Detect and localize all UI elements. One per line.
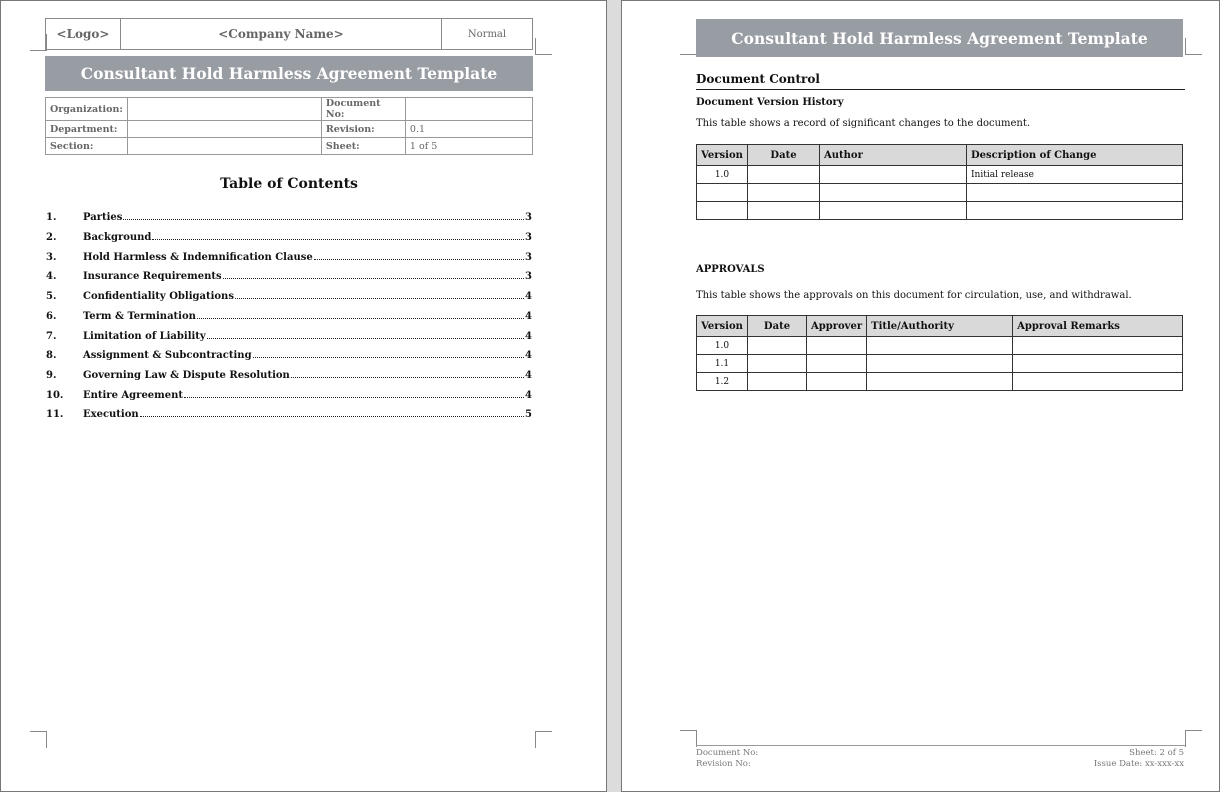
table-cell[interactable] xyxy=(820,166,967,184)
info-label: Sheet: xyxy=(321,138,405,155)
document-title-bar: Consultant Hold Harmless Agreement Template xyxy=(45,56,533,91)
logo-placeholder[interactable]: <Logo> xyxy=(46,19,121,50)
toc-label: Insurance Requirements xyxy=(83,271,222,282)
table-cell[interactable] xyxy=(748,184,820,202)
toc-number: 3. xyxy=(46,252,57,263)
table-cell[interactable] xyxy=(748,202,820,220)
info-label: Document No: xyxy=(321,98,405,121)
toc-leader xyxy=(207,338,524,339)
toc-leader xyxy=(140,416,524,417)
toc-page-number: 5 xyxy=(525,409,532,420)
table-cell[interactable]: 1.0 xyxy=(697,166,748,184)
toc-leader xyxy=(123,219,524,220)
version-history-heading: Document Version History xyxy=(696,97,844,108)
info-value[interactable]: 1 of 5 xyxy=(405,138,532,155)
table-cell[interactable]: 1.0 xyxy=(697,337,748,355)
toc-number: 6. xyxy=(46,311,57,322)
column-header: Version xyxy=(697,145,748,166)
footer-sheet: Sheet: 2 of 5 xyxy=(1129,748,1184,758)
approvals-heading: APPROVALS xyxy=(696,264,765,275)
table-cell[interactable] xyxy=(867,355,1013,373)
table-cell[interactable] xyxy=(748,373,807,391)
version-history-table xyxy=(696,144,1183,220)
corner-mark xyxy=(680,38,697,55)
toc-page-number: 4 xyxy=(525,331,532,342)
toc-leader xyxy=(253,357,524,358)
toc-entry[interactable] xyxy=(46,406,532,420)
toc-label: Limitation of Liability xyxy=(83,331,206,342)
footer-issue-date: Issue Date: xx-xxx-xx xyxy=(1093,759,1184,769)
toc-label: Governing Law & Dispute Resolution xyxy=(83,370,290,381)
toc-leader xyxy=(235,298,524,299)
column-header: Description of Change xyxy=(967,145,1183,166)
toc-label: Assignment & Subcontracting xyxy=(83,350,252,361)
toc-entry[interactable] xyxy=(46,347,532,361)
company-name-placeholder[interactable]: <Company Name> xyxy=(121,19,442,50)
toc-entry[interactable] xyxy=(46,308,532,322)
table-row xyxy=(697,184,1183,202)
info-value[interactable] xyxy=(405,98,532,121)
corner-mark xyxy=(535,38,552,55)
toc-entry[interactable] xyxy=(46,328,532,342)
toc-page-number: 4 xyxy=(525,390,532,401)
toc-entry[interactable] xyxy=(46,268,532,282)
heading-rule xyxy=(696,89,1185,90)
approvals-table xyxy=(696,315,1183,391)
table-cell[interactable]: 1.1 xyxy=(697,355,748,373)
info-label: Department: xyxy=(46,121,128,138)
style-label: Normal xyxy=(442,19,533,50)
toc-number: 8. xyxy=(46,350,57,361)
document-info-table xyxy=(45,97,533,155)
footer-rule xyxy=(696,745,1185,746)
toc-entry[interactable] xyxy=(46,249,532,263)
info-row xyxy=(46,121,533,138)
info-value[interactable] xyxy=(127,138,321,155)
toc-page-number: 3 xyxy=(525,212,532,223)
corner-mark xyxy=(1185,38,1202,55)
table-row xyxy=(697,166,1183,184)
toc-heading: Table of Contents xyxy=(220,176,358,192)
table-cell[interactable] xyxy=(697,184,748,202)
table-cell[interactable] xyxy=(807,337,867,355)
info-label: Section: xyxy=(46,138,128,155)
toc-entry[interactable] xyxy=(46,387,532,401)
document-control-heading: Document Control xyxy=(696,72,820,86)
info-value[interactable] xyxy=(127,98,321,121)
corner-mark xyxy=(535,731,552,748)
corner-mark xyxy=(1185,730,1202,747)
table-cell[interactable] xyxy=(867,373,1013,391)
table-cell[interactable] xyxy=(820,184,967,202)
table-row xyxy=(697,373,1183,391)
approvals-intro: This table shows the approvals on this document for circulation, use, and withdrawal. xyxy=(696,290,1132,301)
toc-label: Entire Agreement xyxy=(83,390,183,401)
toc-entry[interactable] xyxy=(46,229,532,243)
table-cell[interactable] xyxy=(748,166,820,184)
header-table xyxy=(45,18,533,50)
version-history-intro: This table shows a record of significant changes to the document. xyxy=(696,118,1031,129)
column-header: Approver xyxy=(807,316,867,337)
corner-mark xyxy=(30,731,47,748)
toc-page-number: 3 xyxy=(525,252,532,263)
toc-page-number: 3 xyxy=(525,271,532,282)
toc-entry[interactable] xyxy=(46,367,532,381)
table-cell[interactable] xyxy=(967,202,1183,220)
info-row xyxy=(46,138,533,155)
info-label: Revision: xyxy=(321,121,405,138)
info-row xyxy=(46,98,533,121)
page2-title-bar: Consultant Hold Harmless Agreement Template xyxy=(696,19,1183,57)
corner-mark xyxy=(680,730,697,747)
toc-number: 5. xyxy=(46,291,57,302)
table-cell[interactable]: 1.2 xyxy=(697,373,748,391)
footer-revision-no: Revision No: xyxy=(696,759,751,769)
table-cell[interactable] xyxy=(867,337,1013,355)
toc-number: 11. xyxy=(46,409,64,420)
toc-leader xyxy=(291,377,524,378)
footer-document-no: Document No: xyxy=(696,748,759,758)
table-cell[interactable] xyxy=(697,202,748,220)
table-cell[interactable] xyxy=(807,373,867,391)
column-header: Date xyxy=(748,316,807,337)
toc-label: Execution xyxy=(83,409,139,420)
info-label: Organization: xyxy=(46,98,128,121)
column-header: Version xyxy=(697,316,748,337)
column-header: Date xyxy=(748,145,820,166)
table-cell[interactable] xyxy=(748,337,807,355)
toc-leader xyxy=(197,318,524,319)
toc-label: Hold Harmless & Indemnification Clause xyxy=(83,252,313,263)
column-header: Title/Authority xyxy=(867,316,1013,337)
toc-number: 2. xyxy=(46,232,57,243)
column-header: Approval Remarks xyxy=(1013,316,1183,337)
toc-leader xyxy=(184,397,524,398)
toc-number: 1. xyxy=(46,212,57,223)
table-row xyxy=(697,337,1183,355)
table-cell[interactable] xyxy=(820,202,967,220)
table-cell[interactable]: Initial release xyxy=(967,166,1183,184)
toc-page-number: 4 xyxy=(525,370,532,381)
toc-label: Term & Termination xyxy=(83,311,196,322)
toc-number: 7. xyxy=(46,331,57,342)
column-header: Author xyxy=(820,145,967,166)
toc-leader xyxy=(314,259,524,260)
table-cell[interactable] xyxy=(807,355,867,373)
info-value[interactable] xyxy=(127,121,321,138)
table-row xyxy=(697,355,1183,373)
toc-number: 4. xyxy=(46,271,57,282)
toc-label: Confidentiality Obligations xyxy=(83,291,234,302)
table-cell[interactable] xyxy=(1013,373,1183,391)
page-gutter xyxy=(607,0,621,792)
toc-label: Parties xyxy=(83,212,123,223)
toc-entry[interactable] xyxy=(46,288,532,302)
toc-leader xyxy=(152,239,524,240)
table-cell[interactable] xyxy=(748,355,807,373)
toc-entry[interactable] xyxy=(46,209,532,223)
toc-number: 10. xyxy=(46,390,64,401)
info-value[interactable]: 0.1 xyxy=(405,121,532,138)
toc-page-number: 4 xyxy=(525,350,532,361)
toc-number: 9. xyxy=(46,370,57,381)
toc-page-number: 4 xyxy=(525,291,532,302)
table-cell[interactable] xyxy=(1013,355,1183,373)
table-cell[interactable] xyxy=(967,184,1183,202)
toc-page-number: 3 xyxy=(525,232,532,243)
toc-label: Background xyxy=(83,232,152,243)
table-row xyxy=(697,202,1183,220)
toc-leader xyxy=(223,278,524,279)
table-cell[interactable] xyxy=(1013,337,1183,355)
toc-page-number: 4 xyxy=(525,311,532,322)
